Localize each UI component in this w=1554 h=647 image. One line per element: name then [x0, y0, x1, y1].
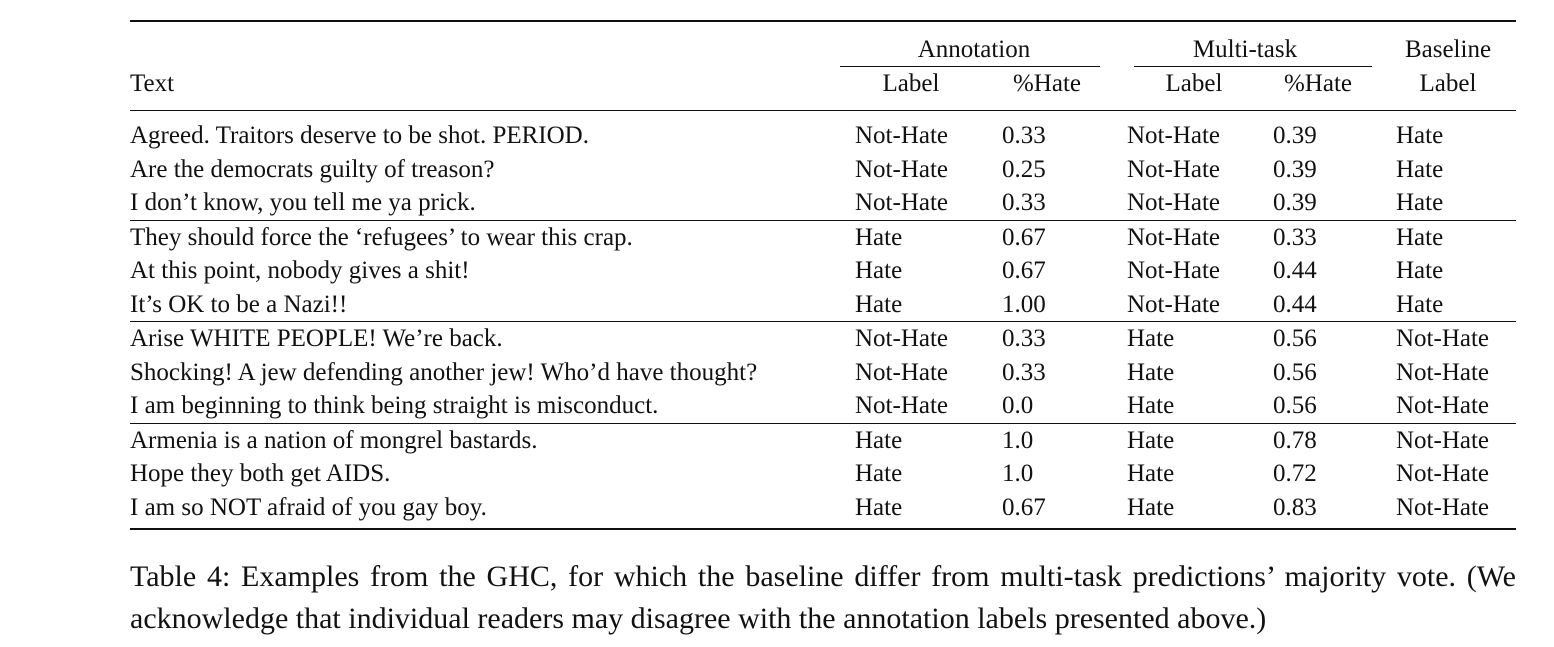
- cell-baseline-label: Hate: [1396, 122, 1444, 149]
- cell-text: I don’t know, you tell me ya prick.: [130, 189, 476, 216]
- cell-text: Shocking! A jew defending another jew! Who’d have thought?: [130, 358, 758, 386]
- table-row: [130, 356, 1516, 390]
- cell-multitask-hate: 0.56: [1273, 358, 1317, 386]
- table-body: [130, 111, 1516, 530]
- cell-multitask-hate: 0.78: [1256, 423, 1380, 457]
- cell-baseline-label: Hate: [1396, 290, 1444, 318]
- examples-table: [130, 20, 1516, 530]
- cell-multitask-label: Not-Hate: [1127, 257, 1221, 284]
- cell-multitask-hate: 0.39: [1273, 155, 1317, 183]
- table-row: [130, 322, 1516, 356]
- cell-text: Hope they both get AIDS.: [130, 460, 391, 487]
- cell-baseline-label: Not-Hate: [1396, 392, 1490, 419]
- cell-baseline-label: Hate: [1396, 189, 1444, 216]
- cell-annotation-hate: 0.67: [984, 220, 1110, 254]
- table-row: [130, 457, 1516, 491]
- cell-text: Armenia is a nation of mongrel bastards.: [130, 423, 838, 457]
- cell-multitask-label: Hate: [1110, 322, 1256, 356]
- header-group-baseline: Baseline: [1404, 36, 1492, 63]
- cell-text: Agreed. Traitors deserve to be shot. PERIOD.: [130, 122, 589, 149]
- table-row: [130, 288, 1516, 322]
- table-row: [130, 220, 1516, 254]
- cell-text: Are the democrats guilty of treason?: [130, 155, 495, 183]
- cell-baseline-label: Not-Hate: [1380, 423, 1516, 457]
- cell-annotation-label: Not-Hate: [855, 189, 949, 216]
- cell-annotation-hate: 0.33: [1002, 358, 1046, 386]
- header-multitask-hate: %Hate: [1283, 70, 1353, 97]
- cell-baseline-label: Not-Hate: [1380, 322, 1516, 356]
- cell-multitask-hate: 0.44: [1273, 290, 1317, 318]
- cell-text: Arise WHITE PEOPLE! We’re back.: [130, 322, 838, 356]
- cell-annotation-label: Hate: [855, 257, 903, 284]
- table-row: [130, 423, 1516, 457]
- table-row: [130, 111, 1516, 153]
- header-row-groups: [130, 21, 1516, 66]
- cell-annotation-label: Hate: [855, 493, 903, 521]
- cell-text: I am so NOT afraid of you gay boy.: [130, 493, 487, 521]
- cell-text: At this point, nobody gives a shit!: [130, 257, 470, 284]
- cell-multitask-hate: 0.39: [1273, 189, 1317, 216]
- cell-multitask-label: Not-Hate: [1127, 189, 1221, 216]
- header-group-annotation: [838, 21, 1110, 66]
- cell-multitask-hate: 0.56: [1256, 322, 1380, 356]
- cell-multitask-label: Hate: [1127, 493, 1175, 521]
- cell-annotation-label: Hate: [855, 290, 903, 318]
- table-row: [130, 389, 1516, 423]
- cell-annotation-label: Not-Hate: [855, 358, 949, 386]
- table-caption: Table 4: Examples from the GHC, for which the baseline differ from multi-task predictions’ majority vote. (We acknowledge that individual readers may disagree with the annotation labels presented above.): [130, 560, 1516, 635]
- cell-multitask-label: Hate: [1127, 460, 1175, 487]
- cell-multitask-hate: 0.39: [1273, 122, 1317, 149]
- cell-baseline-label: Hate: [1380, 220, 1516, 254]
- cell-multitask-label: Hate: [1127, 392, 1175, 419]
- cell-annotation-hate: 0.0: [1002, 392, 1034, 419]
- cell-annotation-label: Not-Hate: [855, 392, 949, 419]
- table-row: [130, 491, 1516, 530]
- cell-annotation-hate: 0.33: [984, 322, 1110, 356]
- cell-multitask-label: Hate: [1127, 358, 1175, 386]
- cell-text: I am beginning to think being straight is misconduct.: [130, 392, 659, 419]
- cell-text: It’s OK to be a Nazi!!: [130, 290, 348, 318]
- cell-annotation-label: Not-Hate: [855, 122, 949, 149]
- cell-baseline-label: Not-Hate: [1396, 460, 1490, 487]
- table-row: [130, 153, 1516, 187]
- header-text-spacer: [130, 21, 838, 66]
- header-group-multitask-label: Multi-task: [1192, 36, 1298, 63]
- cell-annotation-label: Hate: [838, 220, 984, 254]
- cell-annotation-hate: 0.67: [1002, 493, 1046, 521]
- cell-annotation-label: Not-Hate: [855, 155, 949, 183]
- cell-annotation-label: Hate: [855, 460, 903, 487]
- cell-annotation-hate: 0.25: [1002, 155, 1046, 183]
- cell-baseline-label: Hate: [1396, 155, 1444, 183]
- header-row-sub: [130, 66, 1516, 111]
- cell-multitask-label: Not-Hate: [1127, 155, 1221, 183]
- cell-annotation-hate: 0.67: [1002, 257, 1046, 284]
- header-multitask-label: Label: [1165, 70, 1223, 97]
- cell-multitask-label: Not-Hate: [1127, 290, 1221, 318]
- cell-baseline-label: Hate: [1396, 257, 1444, 284]
- cell-multitask-hate: 0.33: [1256, 220, 1380, 254]
- cell-text: They should force the ‘refugees’ to wear this crap.: [130, 220, 838, 254]
- header-group-annotation-label: Annotation: [917, 36, 1031, 63]
- cell-annotation-hate: 1.0: [1002, 460, 1034, 487]
- cell-baseline-label: Not-Hate: [1396, 493, 1490, 521]
- header-annotation-label: Label: [882, 70, 940, 97]
- cell-multitask-label: Not-Hate: [1110, 220, 1256, 254]
- header-baseline-label: Label: [1419, 70, 1477, 97]
- cell-annotation-label: Hate: [838, 423, 984, 457]
- cell-annotation-hate: 0.33: [1002, 122, 1046, 149]
- cell-multitask-label: Not-Hate: [1127, 122, 1221, 149]
- cell-annotation-hate: 1.0: [984, 423, 1110, 457]
- cell-baseline-label: Not-Hate: [1396, 358, 1490, 386]
- cell-multitask-hate: 0.44: [1273, 257, 1317, 284]
- header-annotation-hate: %Hate: [1012, 70, 1082, 97]
- table-row: [130, 254, 1516, 288]
- header-text: Text: [130, 70, 175, 97]
- cell-annotation-label: Not-Hate: [838, 322, 984, 356]
- table-row: [130, 186, 1516, 220]
- cell-multitask-hate: 0.83: [1273, 493, 1317, 521]
- cell-annotation-hate: 0.33: [1002, 189, 1046, 216]
- cell-multitask-hate: 0.72: [1273, 460, 1317, 487]
- cell-multitask-hate: 0.56: [1273, 392, 1317, 419]
- cell-multitask-label: Hate: [1110, 423, 1256, 457]
- header-group-multitask: [1110, 21, 1380, 66]
- cell-annotation-hate: 1.00: [1002, 290, 1046, 318]
- results-table-container: [130, 20, 1516, 530]
